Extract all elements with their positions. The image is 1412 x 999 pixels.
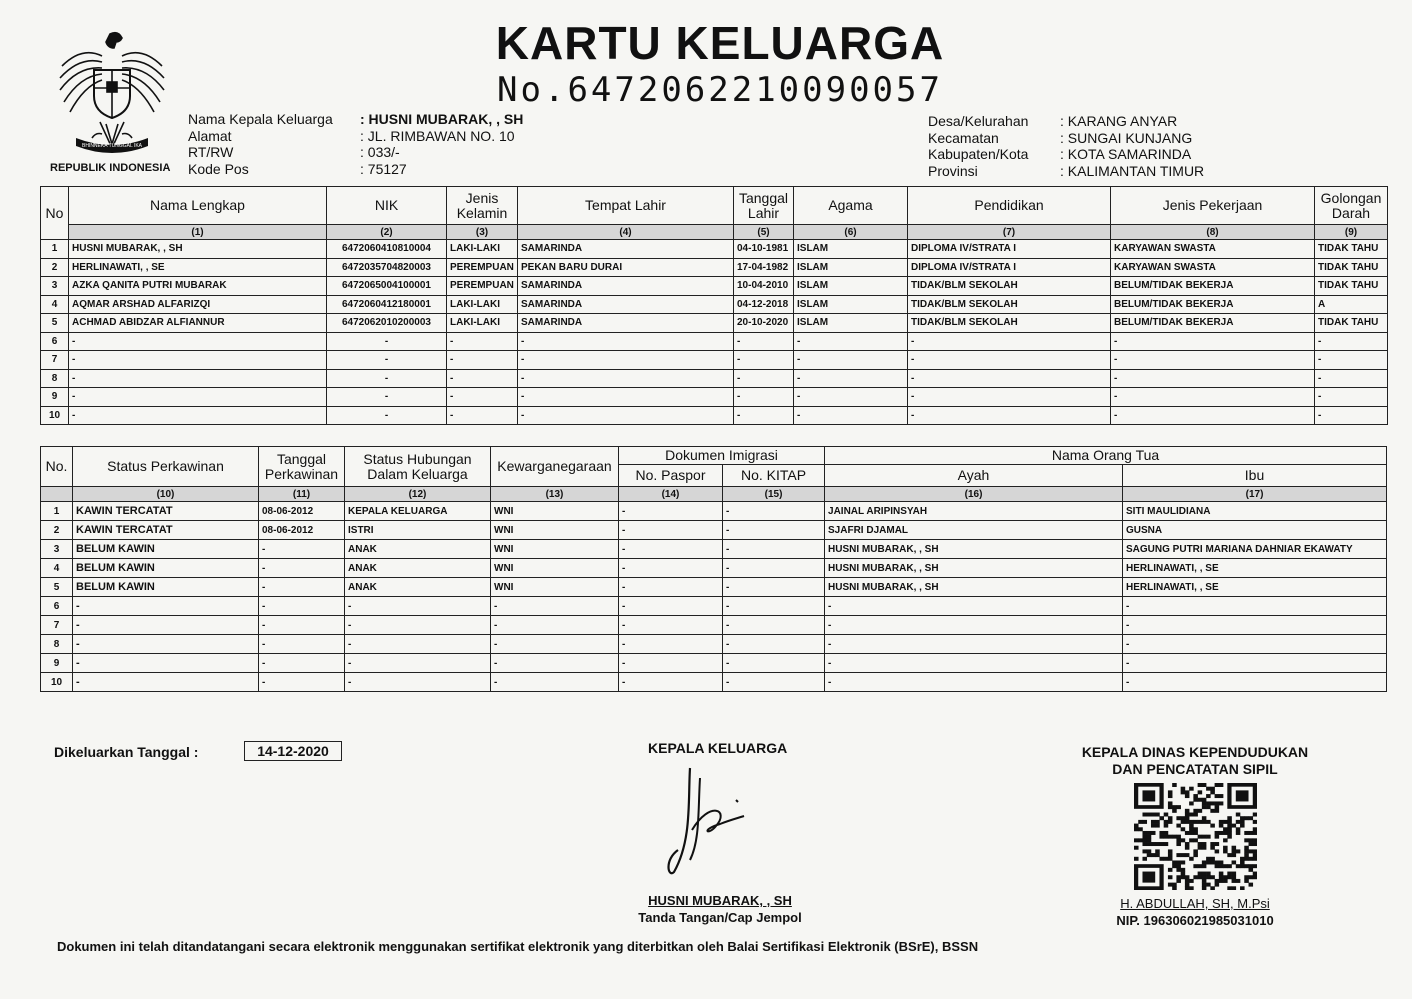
header-jenis-pekerjaan: Jenis Pekerjaan	[1111, 187, 1315, 225]
header-agama: Agama	[794, 187, 908, 225]
table-cell: -	[908, 388, 1111, 407]
table-cell: 3	[41, 277, 69, 296]
table-cell: -	[345, 597, 491, 616]
table-row	[41, 559, 1387, 578]
table-cell: BELUM/TIDAK BEKERJA	[1111, 277, 1315, 296]
table-cell: -	[259, 673, 345, 692]
table-cell: -	[259, 578, 345, 597]
header-tanggal-perkawinan: Tanggal Perkawinan	[259, 447, 345, 487]
table-cell: -	[345, 616, 491, 635]
value-nama-kepala: : HUSNI MUBARAK, , SH	[360, 111, 524, 127]
table-cell: 10	[41, 406, 69, 425]
table-cell: -	[619, 673, 723, 692]
header-no-kitap: No. KITAP	[723, 465, 825, 487]
table-cell: WNI	[491, 559, 619, 578]
table-cell: -	[327, 388, 447, 407]
index-cell: (7)	[908, 225, 1111, 240]
table-cell: 6472060412180001	[327, 295, 447, 314]
table-cell: BELUM KAWIN	[73, 578, 259, 597]
table-cell: -	[327, 369, 447, 388]
index-cell: (14)	[619, 487, 723, 502]
table-cell: -	[518, 369, 734, 388]
table-cell: -	[447, 406, 518, 425]
table-cell: 10-04-2010	[734, 277, 794, 296]
header-nama-orang-tua: Nama Orang Tua	[825, 447, 1387, 465]
table-cell: -	[73, 616, 259, 635]
table-cell: 10	[41, 673, 73, 692]
emblem-motto: BHINNEKA TUNGGAL IKA	[81, 143, 143, 149]
index-cell: (10)	[73, 487, 259, 502]
table-row	[41, 654, 1387, 673]
table-cell: -	[1111, 388, 1315, 407]
table-cell: 08-06-2012	[259, 521, 345, 540]
table-cell: 6472065004100001	[327, 277, 447, 296]
table-cell: A	[1315, 295, 1388, 314]
table-cell: SAMARINDA	[518, 314, 734, 333]
table-row	[41, 521, 1387, 540]
table-cell: -	[619, 597, 723, 616]
table-cell: -	[345, 673, 491, 692]
table-cell: 6472060410810004	[327, 240, 447, 259]
table-cell: -	[825, 616, 1123, 635]
table-cell: -	[1111, 332, 1315, 351]
table-cell: -	[794, 351, 908, 370]
table-cell: -	[1123, 654, 1387, 673]
table-cell: LAKI-LAKI	[447, 314, 518, 333]
table-cell: 08-06-2012	[259, 502, 345, 521]
table-row	[41, 502, 1387, 521]
header-status-hubungan: Status Hubungan Dalam Keluarga	[345, 447, 491, 487]
index-cell: (16)	[825, 487, 1123, 502]
table-cell: ISLAM	[794, 240, 908, 259]
table-cell: -	[69, 406, 327, 425]
table-cell: -	[518, 332, 734, 351]
table-cell: -	[723, 597, 825, 616]
label-kecamatan: Kecamatan	[928, 129, 999, 146]
table-cell: SAMARINDA	[518, 240, 734, 259]
document-number: No.6472062210090057	[497, 70, 943, 110]
table-cell: 8	[41, 369, 69, 388]
table-row	[41, 295, 1388, 314]
header-jenis-kelamin: Jenis Kelamin	[447, 187, 518, 225]
table-cell: -	[327, 351, 447, 370]
table-cell: -	[734, 388, 794, 407]
header-left-labels	[188, 111, 333, 177]
table-cell: -	[794, 388, 908, 407]
table-cell: -	[1315, 406, 1388, 425]
table-cell: 6	[41, 332, 69, 351]
table-cell: -	[734, 332, 794, 351]
value-rtrw: : 033/-	[360, 144, 400, 160]
header-status-perkawinan: Status Perkawinan	[73, 447, 259, 487]
header-golongan-darah: Golongan Darah	[1315, 187, 1388, 225]
table-cell: -	[447, 388, 518, 407]
table-cell: -	[327, 406, 447, 425]
table-cell: SITI MAULIDIANA	[1123, 502, 1387, 521]
table-cell: BELUM KAWIN	[73, 559, 259, 578]
table-cell: ISTRI	[345, 521, 491, 540]
table-row	[41, 369, 1388, 388]
table-row	[41, 240, 1388, 259]
table-cell: HERLINAWATI, , SE	[1123, 559, 1387, 578]
table-cell: -	[1123, 635, 1387, 654]
table-cell: 3	[41, 540, 73, 559]
table-cell: -	[1111, 351, 1315, 370]
header-pendidikan: Pendidikan	[908, 187, 1111, 225]
table-cell: -	[69, 388, 327, 407]
index-cell: (3)	[447, 225, 518, 240]
table-cell: 5	[41, 578, 73, 597]
table-cell: 6472035704820003	[327, 258, 447, 277]
table-cell: -	[723, 578, 825, 597]
table-cell: HERLINAWATI, , SE	[69, 258, 327, 277]
table-cell: -	[491, 673, 619, 692]
index-cell: (9)	[1315, 225, 1388, 240]
signature-caption: Tanda Tangan/Cap Jempol	[638, 910, 802, 925]
header-left-values	[360, 111, 523, 177]
table-row	[41, 406, 1388, 425]
label-kodepos: Kode Pos	[188, 160, 249, 177]
table-cell: -	[73, 654, 259, 673]
table-cell: -	[447, 351, 518, 370]
table-cell: -	[447, 332, 518, 351]
signature-image	[660, 760, 750, 880]
table-cell: TIDAK TAHU	[1315, 277, 1388, 296]
table-cell: -	[1123, 616, 1387, 635]
table-cell: -	[518, 406, 734, 425]
kepala-keluarga-label: KEPALA KELUARGA	[648, 740, 788, 756]
table-cell: 2	[41, 258, 69, 277]
table-row	[41, 332, 1388, 351]
table-cell: -	[73, 635, 259, 654]
value-alamat: : JL. RIMBAWAN NO. 10	[360, 127, 515, 144]
table-cell: 04-12-2018	[734, 295, 794, 314]
table-cell: ISLAM	[794, 314, 908, 333]
table-row	[41, 578, 1387, 597]
table-cell: -	[1123, 597, 1387, 616]
table-cell: -	[908, 406, 1111, 425]
table-cell: ISLAM	[794, 258, 908, 277]
table-cell: -	[259, 597, 345, 616]
table-cell: -	[723, 502, 825, 521]
table-cell: TIDAK/BLM SEKOLAH	[908, 314, 1111, 333]
table-cell: -	[619, 635, 723, 654]
table-cell: ANAK	[345, 578, 491, 597]
table-cell: 8	[41, 635, 73, 654]
table-cell: -	[259, 654, 345, 673]
table-cell: -	[723, 559, 825, 578]
table-cell: -	[723, 635, 825, 654]
family-status-body	[41, 502, 1387, 692]
table-cell: -	[491, 597, 619, 616]
index-cell: (15)	[723, 487, 825, 502]
table-row	[41, 277, 1388, 296]
table-cell: -	[69, 369, 327, 388]
table-cell: -	[327, 332, 447, 351]
value-kodepos: : 75127	[360, 160, 407, 177]
table-cell: PEREMPUAN	[447, 258, 518, 277]
table-cell: GUSNA	[1123, 521, 1387, 540]
value-kecamatan: : SUNGAI KUNJANG	[1060, 129, 1193, 146]
header-right-values	[1060, 113, 1204, 179]
header-nik: NIK	[327, 187, 447, 225]
table-cell: -	[908, 351, 1111, 370]
table-cell: -	[491, 616, 619, 635]
table-cell: -	[1123, 673, 1387, 692]
table-cell: WNI	[491, 521, 619, 540]
table-cell: -	[619, 578, 723, 597]
header-dokumen-imigrasi: Dokumen Imigrasi	[619, 447, 825, 465]
table-cell: -	[345, 654, 491, 673]
table-cell: -	[794, 332, 908, 351]
table-cell: -	[723, 540, 825, 559]
table-cell: BELUM/TIDAK BEKERJA	[1111, 295, 1315, 314]
table-cell: ISLAM	[794, 295, 908, 314]
header-nama-lengkap: Nama Lengkap	[69, 187, 327, 225]
kepala-dinas-title-line1: KEPALA DINAS KEPENDUDUKAN	[1081, 744, 1309, 760]
table-cell: 1	[41, 240, 69, 259]
table-cell: SAGUNG PUTRI MARIANA DAHNIAR EKAWATY	[1123, 540, 1387, 559]
value-desa: : KARANG ANYAR	[1060, 113, 1178, 129]
table-cell: -	[825, 673, 1123, 692]
table-row	[41, 351, 1388, 370]
table-cell: -	[734, 369, 794, 388]
index-cell: (8)	[1111, 225, 1315, 240]
table-row	[41, 388, 1388, 407]
table-cell: AZKA QANITA PUTRI MUBARAK	[69, 277, 327, 296]
document-title: KARTU KELUARGA	[495, 17, 945, 69]
table-cell: -	[619, 502, 723, 521]
table-cell: -	[825, 635, 1123, 654]
table-cell: 4	[41, 295, 69, 314]
index-cell: (4)	[518, 225, 734, 240]
table-cell: -	[518, 388, 734, 407]
table-cell: DIPLOMA IV/STRATA I	[908, 258, 1111, 277]
table-cell: 7	[41, 351, 69, 370]
table-cell: LAKI-LAKI	[447, 240, 518, 259]
table-cell: -	[1111, 406, 1315, 425]
table-cell: -	[619, 616, 723, 635]
table-cell: SAMARINDA	[518, 277, 734, 296]
table-cell: BELUM KAWIN	[73, 540, 259, 559]
index-cell: (2)	[327, 225, 447, 240]
issued-date-value: 14-12-2020	[244, 741, 342, 761]
header-right-labels	[928, 113, 1028, 179]
table-row	[41, 258, 1388, 277]
table-cell: ANAK	[345, 540, 491, 559]
table-cell: ISLAM	[794, 277, 908, 296]
table-cell: SAMARINDA	[518, 295, 734, 314]
label-desa: Desa/Kelurahan	[928, 113, 1029, 129]
label-rtrw: RT/RW	[188, 144, 234, 160]
table-cell: 7	[41, 616, 73, 635]
header-ibu: Ibu	[1123, 465, 1387, 487]
table-cell: -	[723, 654, 825, 673]
table-cell: -	[73, 673, 259, 692]
value-kabupaten: : KOTA SAMARINDA	[1060, 146, 1192, 162]
index-cell-blank	[41, 487, 73, 502]
table-cell: JAINAL ARIPINSYAH	[825, 502, 1123, 521]
table-cell: -	[1111, 369, 1315, 388]
table-cell: 17-04-1982	[734, 258, 794, 277]
table-cell: LAKI-LAKI	[447, 295, 518, 314]
table-cell: -	[723, 673, 825, 692]
table-cell: -	[1315, 351, 1388, 370]
table-cell: TIDAK/BLM SEKOLAH	[908, 277, 1111, 296]
table-cell: -	[1315, 332, 1388, 351]
index-cell: (17)	[1123, 487, 1387, 502]
index-cell: (13)	[491, 487, 619, 502]
header-kewarganegaraan: Kewarganegaraan	[491, 447, 619, 487]
table-cell: WNI	[491, 502, 619, 521]
table-cell: ANAK	[345, 559, 491, 578]
emblem-caption: REPUBLIK INDONESIA	[50, 162, 171, 174]
table-cell: -	[734, 406, 794, 425]
table-cell: -	[1315, 388, 1388, 407]
family-members-body	[41, 240, 1388, 425]
index-cell: (11)	[259, 487, 345, 502]
qr-code-icon	[1134, 783, 1257, 890]
table-cell: -	[619, 559, 723, 578]
table-cell: -	[619, 521, 723, 540]
header-ayah: Ayah	[825, 465, 1123, 487]
index-cell: (5)	[734, 225, 794, 240]
kepala-dinas-title-line2: DAN PENCATATAN SIPIL	[1112, 761, 1278, 777]
table-cell: -	[345, 635, 491, 654]
table-row	[41, 616, 1387, 635]
table-cell: -	[518, 351, 734, 370]
table-cell: HUSNI MUBARAK, , SH	[825, 540, 1123, 559]
table-cell: HUSNI MUBARAK, , SH	[825, 578, 1123, 597]
table-row	[41, 540, 1387, 559]
kepala-keluarga-name: HUSNI MUBARAK, , SH	[648, 893, 792, 908]
header-no-paspor: No. Paspor	[619, 465, 723, 487]
value-provinsi: : KALIMANTAN TIMUR	[1060, 162, 1205, 179]
index-cell: (1)	[69, 225, 327, 240]
table-cell: TIDAK TAHU	[1315, 240, 1388, 259]
header-no: No.	[41, 447, 73, 487]
table-cell: -	[794, 369, 908, 388]
table-cell: -	[723, 616, 825, 635]
table-cell: KAWIN TERCATAT	[73, 502, 259, 521]
table-cell: 2	[41, 521, 73, 540]
table-cell: -	[619, 654, 723, 673]
table-cell: 4	[41, 559, 73, 578]
index-cell: (12)	[345, 487, 491, 502]
table-cell: HUSNI MUBARAK, , SH	[69, 240, 327, 259]
table-cell: -	[259, 616, 345, 635]
table-cell: KAWIN TERCATAT	[73, 521, 259, 540]
table-cell: KARYAWAN SWASTA	[1111, 240, 1315, 259]
table-cell: WNI	[491, 578, 619, 597]
table-cell: 6472062010200003	[327, 314, 447, 333]
table-cell: -	[69, 332, 327, 351]
label-nama-kepala: Nama Kepala Keluarga	[188, 111, 333, 127]
kepala-dinas-nip: NIP. 196306021985031010	[1116, 913, 1274, 928]
table-cell: TIDAK/BLM SEKOLAH	[908, 295, 1111, 314]
table-cell: -	[619, 540, 723, 559]
table-cell: -	[491, 635, 619, 654]
label-kabupaten: Kabupaten/Kota	[928, 146, 1029, 162]
table-cell: 04-10-1981	[734, 240, 794, 259]
electronic-signature-note: Dokumen ini telah ditandatangani secara elektronik menggunakan sertifikat elektronik yang diterbitkan oleh Balai Sertifikasi Elektronik (BSrE), BSSN	[57, 939, 979, 954]
table-cell: HUSNI MUBARAK, , SH	[825, 559, 1123, 578]
table-cell: -	[259, 635, 345, 654]
issued-date-label: Dikeluarkan Tanggal :	[54, 744, 199, 760]
table-cell: -	[908, 332, 1111, 351]
table-cell: DIPLOMA IV/STRATA I	[908, 240, 1111, 259]
table-cell: BELUM/TIDAK BEKERJA	[1111, 314, 1315, 333]
table-cell: -	[69, 351, 327, 370]
table-cell: TIDAK TAHU	[1315, 314, 1388, 333]
table-cell: WNI	[491, 540, 619, 559]
table-cell: -	[73, 597, 259, 616]
table-cell: -	[723, 521, 825, 540]
table-cell: -	[825, 654, 1123, 673]
table-cell: -	[1315, 369, 1388, 388]
family-status-table	[40, 446, 1387, 692]
table-cell: KEPALA KELUARGA	[345, 502, 491, 521]
label-provinsi: Provinsi	[928, 162, 978, 179]
table-cell: HERLINAWATI, , SE	[1123, 578, 1387, 597]
table-cell: 5	[41, 314, 69, 333]
header-no: No	[41, 187, 69, 240]
table-cell: AQMAR ARSHAD ALFARIZQI	[69, 295, 327, 314]
table-cell: -	[794, 406, 908, 425]
table-row	[41, 597, 1387, 616]
table-cell: -	[259, 540, 345, 559]
table-cell: 1	[41, 502, 73, 521]
table-cell: SJAFRI DJAMAL	[825, 521, 1123, 540]
table-row	[41, 314, 1388, 333]
kepala-dinas-title	[1060, 744, 1330, 778]
table-cell: ACHMAD ABIDZAR ALFIANNUR	[69, 314, 327, 333]
table-cell: -	[447, 369, 518, 388]
table-cell: 20-10-2020	[734, 314, 794, 333]
table-cell: PEKAN BARU DURAI	[518, 258, 734, 277]
index-cell: (6)	[794, 225, 908, 240]
kepala-dinas-name: H. ABDULLAH, SH, M.Psi	[1120, 896, 1270, 911]
table-cell: -	[908, 369, 1111, 388]
family-members-table	[40, 186, 1388, 425]
table-cell: -	[734, 351, 794, 370]
table-cell: PEREMPUAN	[447, 277, 518, 296]
table-cell: -	[825, 597, 1123, 616]
table-cell: -	[491, 654, 619, 673]
header-tanggal-lahir: Tanggal Lahir	[734, 187, 794, 225]
table-cell: TIDAK TAHU	[1315, 258, 1388, 277]
table-cell: 9	[41, 654, 73, 673]
table-row	[41, 673, 1387, 692]
table-cell: -	[259, 559, 345, 578]
header-tempat-lahir: Tempat Lahir	[518, 187, 734, 225]
table-cell: 9	[41, 388, 69, 407]
table-cell: KARYAWAN SWASTA	[1111, 258, 1315, 277]
label-alamat: Alamat	[188, 127, 232, 144]
table-row	[41, 635, 1387, 654]
table-cell: 6	[41, 597, 73, 616]
